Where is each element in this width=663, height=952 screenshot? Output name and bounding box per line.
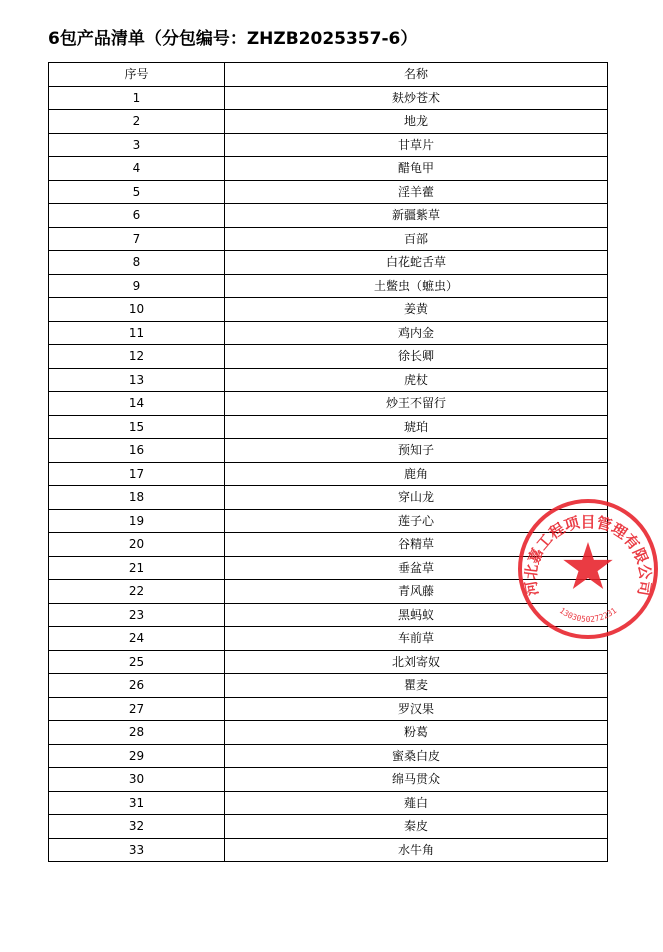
row-product-name: 绵马贯众 bbox=[225, 768, 608, 792]
table-header-row bbox=[49, 63, 608, 87]
star-icon bbox=[563, 542, 612, 589]
row-serial-number: 6 bbox=[49, 204, 225, 228]
table-row bbox=[49, 392, 608, 416]
row-product-name: 徐长卿 bbox=[225, 345, 608, 369]
row-serial-number: 19 bbox=[49, 509, 225, 533]
row-product-name: 穿山龙 bbox=[225, 486, 608, 510]
row-product-name: 白花蛇舌草 bbox=[225, 251, 608, 275]
row-product-name: 鸡内金 bbox=[225, 321, 608, 345]
row-serial-number: 12 bbox=[49, 345, 225, 369]
row-product-name: 垂盆草 bbox=[225, 556, 608, 580]
row-serial-number: 18 bbox=[49, 486, 225, 510]
row-serial-number: 4 bbox=[49, 157, 225, 181]
row-serial-number: 8 bbox=[49, 251, 225, 275]
row-product-name: 虎杖 bbox=[225, 368, 608, 392]
table-row bbox=[49, 838, 608, 862]
row-serial-number: 30 bbox=[49, 768, 225, 792]
row-product-name: 瞿麦 bbox=[225, 674, 608, 698]
company-seal-stamp bbox=[515, 496, 661, 642]
row-product-name: 北刘寄奴 bbox=[225, 650, 608, 674]
row-serial-number: 23 bbox=[49, 603, 225, 627]
row-product-name: 地龙 bbox=[225, 110, 608, 134]
row-product-name: 百部 bbox=[225, 227, 608, 251]
row-serial-number: 32 bbox=[49, 815, 225, 839]
row-serial-number: 29 bbox=[49, 744, 225, 768]
row-product-name: 炒王不留行 bbox=[225, 392, 608, 416]
table-row bbox=[49, 204, 608, 228]
document-title: 6包产品清单（分包编号：ZHZB2025357-6） bbox=[48, 29, 418, 49]
seal-company-text: 河北嘉工程项目管理有限公司 bbox=[521, 512, 655, 598]
row-product-name: 青风藤 bbox=[225, 580, 608, 604]
header-product-name: 名称 bbox=[225, 63, 608, 87]
table-row bbox=[49, 180, 608, 204]
table-row bbox=[49, 791, 608, 815]
header-serial-number: 序号 bbox=[49, 63, 225, 87]
row-product-name: 甘草片 bbox=[225, 133, 608, 157]
row-product-name: 罗汉果 bbox=[225, 697, 608, 721]
row-serial-number: 21 bbox=[49, 556, 225, 580]
table-row bbox=[49, 274, 608, 298]
row-product-name: 姜黄 bbox=[225, 298, 608, 322]
row-product-name: 莲子心 bbox=[225, 509, 608, 533]
row-product-name: 淫羊藿 bbox=[225, 180, 608, 204]
table-row bbox=[49, 133, 608, 157]
row-serial-number: 22 bbox=[49, 580, 225, 604]
row-product-name: 新疆紫草 bbox=[225, 204, 608, 228]
table-row bbox=[49, 368, 608, 392]
row-serial-number: 14 bbox=[49, 392, 225, 416]
row-product-name: 琥珀 bbox=[225, 415, 608, 439]
table-row bbox=[49, 768, 608, 792]
table-row bbox=[49, 321, 608, 345]
row-product-name: 蜜桑白皮 bbox=[225, 744, 608, 768]
row-product-name: 麸炒苍术 bbox=[225, 86, 608, 110]
row-product-name: 粉葛 bbox=[225, 721, 608, 745]
table-row bbox=[49, 815, 608, 839]
table-row bbox=[49, 674, 608, 698]
row-serial-number: 1 bbox=[49, 86, 225, 110]
table-row bbox=[49, 462, 608, 486]
row-serial-number: 7 bbox=[49, 227, 225, 251]
table-row bbox=[49, 439, 608, 463]
row-product-name: 鹿角 bbox=[225, 462, 608, 486]
row-serial-number: 2 bbox=[49, 110, 225, 134]
table-row bbox=[49, 415, 608, 439]
table-row bbox=[49, 721, 608, 745]
table-row bbox=[49, 697, 608, 721]
row-serial-number: 3 bbox=[49, 133, 225, 157]
row-product-name: 预知子 bbox=[225, 439, 608, 463]
row-serial-number: 28 bbox=[49, 721, 225, 745]
row-serial-number: 26 bbox=[49, 674, 225, 698]
row-serial-number: 17 bbox=[49, 462, 225, 486]
row-serial-number: 11 bbox=[49, 321, 225, 345]
row-serial-number: 33 bbox=[49, 838, 225, 862]
row-serial-number: 5 bbox=[49, 180, 225, 204]
row-product-name: 水牛角 bbox=[225, 838, 608, 862]
row-product-name: 秦皮 bbox=[225, 815, 608, 839]
table-row bbox=[49, 86, 608, 110]
row-product-name: 醋龟甲 bbox=[225, 157, 608, 181]
row-serial-number: 27 bbox=[49, 697, 225, 721]
table-row bbox=[49, 744, 608, 768]
row-serial-number: 24 bbox=[49, 627, 225, 651]
table-row bbox=[49, 650, 608, 674]
table-row bbox=[49, 298, 608, 322]
table-row bbox=[49, 157, 608, 181]
row-product-name: 土鳖虫（蟅虫） bbox=[225, 274, 608, 298]
row-serial-number: 16 bbox=[49, 439, 225, 463]
row-product-name: 黑蚂蚁 bbox=[225, 603, 608, 627]
table-body bbox=[49, 86, 608, 862]
row-serial-number: 13 bbox=[49, 368, 225, 392]
seal-number-text: 1303050272231 bbox=[557, 606, 619, 624]
product-list-table bbox=[48, 62, 608, 862]
row-product-name: 谷精草 bbox=[225, 533, 608, 557]
row-serial-number: 10 bbox=[49, 298, 225, 322]
row-serial-number: 20 bbox=[49, 533, 225, 557]
table-row bbox=[49, 345, 608, 369]
row-serial-number: 31 bbox=[49, 791, 225, 815]
row-serial-number: 25 bbox=[49, 650, 225, 674]
row-serial-number: 9 bbox=[49, 274, 225, 298]
row-product-name: 车前草 bbox=[225, 627, 608, 651]
row-product-name: 薤白 bbox=[225, 791, 608, 815]
table-row bbox=[49, 227, 608, 251]
table-row bbox=[49, 251, 608, 275]
table-row bbox=[49, 110, 608, 134]
row-serial-number: 15 bbox=[49, 415, 225, 439]
